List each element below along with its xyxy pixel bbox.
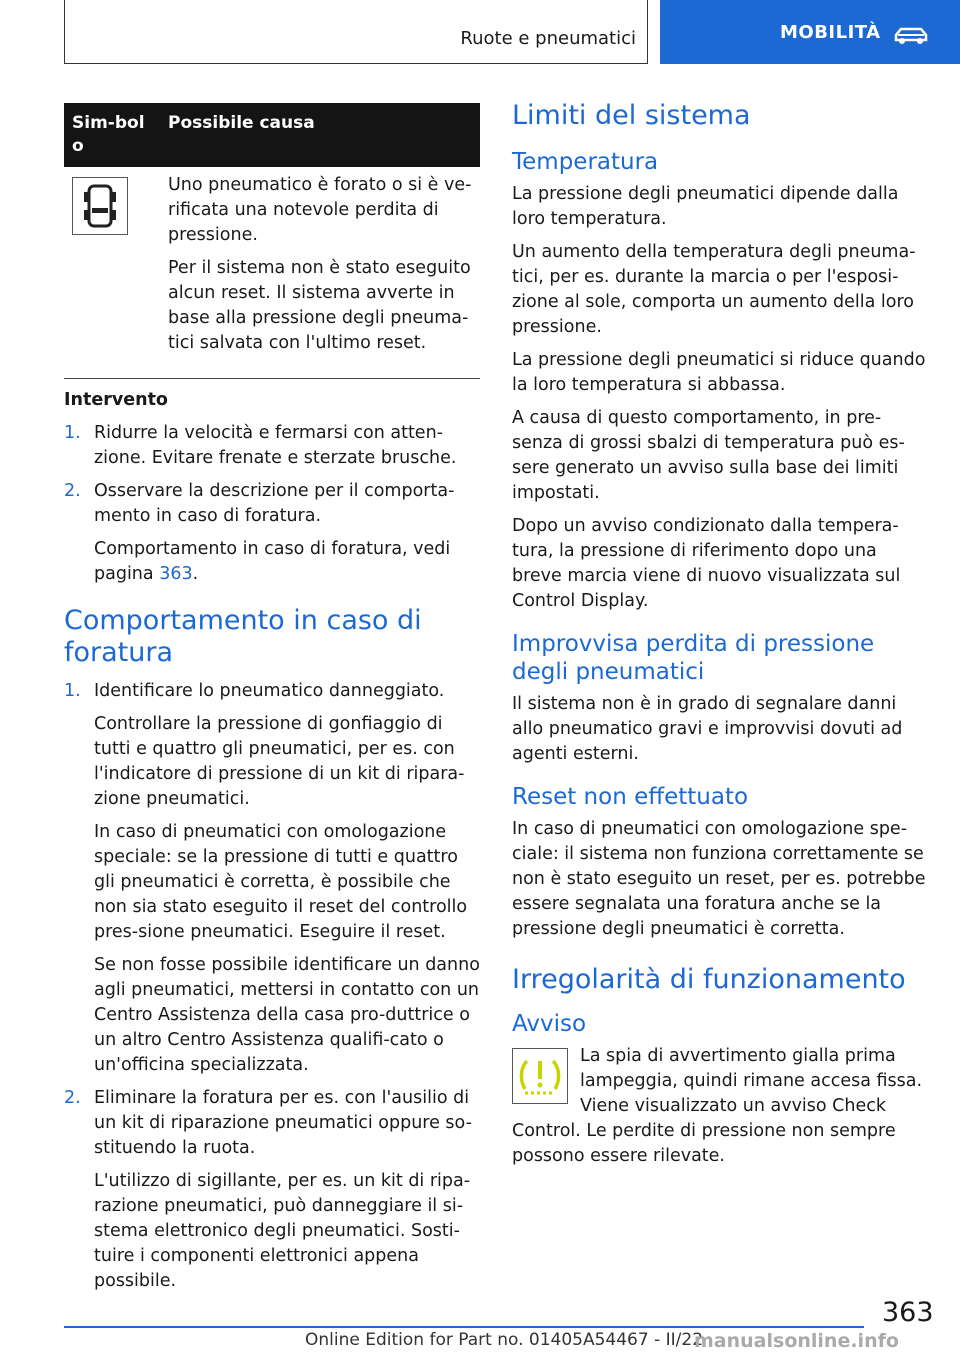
edition-text: Online Edition for Part no. 01405A54467 - II/22	[305, 1330, 704, 1350]
list-item: 1. Identificare lo pneumatico danneggiato. Controllare la pressione di gonfiaggio di tutti e quattro gli pneumatici, per es. con l'indicatore di pressione di un kit di ripara-zione pneumatici. In caso di pneumatici con omologazione speciale: se la pressione di tutti e quattro gli pneumatici è corretta, è possibile che non sia stato eseguito il reset del controllo pres-sione pneumatici. Eseguire il reset. Se non fosse possibile identificare un danno agli pneumatici, mettersi in contatto con un Centro Assistenza della casa pro-duttrice o un altro Centro Assistenza qualifi-cato o un'officina specializzata.	[64, 681, 480, 1075]
list-item: 1. Ridurre la velocità e fermarsi con atten-zione. Evitare frenate e sterzate brusche.	[64, 423, 457, 468]
section-title: Ruote e pneumatici	[460, 28, 636, 49]
page-number: 363	[882, 1297, 934, 1328]
irregolarita-title: Irregolarità di funzionamento	[512, 964, 906, 995]
table-header-symbol: Sim-bolo	[64, 103, 160, 167]
perdita-title: Improvvisa perdita di pressione degli pneumatici	[512, 631, 875, 685]
table-header-cause: Possibile causa	[160, 103, 480, 167]
foratura-list	[64, 679, 480, 1294]
chapter-label: MOBILITÀ	[780, 21, 881, 43]
limiti-title: Limiti del sistema	[512, 100, 751, 131]
table-row	[64, 167, 480, 379]
symbol-table	[64, 103, 480, 379]
intervento-list	[64, 421, 480, 587]
limiti-section: Limiti del sistema Temperatura La pressione degli pneumatici dipende dalla loro temperatura. Un aumento della temperatura degli pneuma-tici, per es. durante la marcia o per l'esposi-zione al sole, comporta un aumento della loro pressione. La pressione degli pneumatici si riduce quando la loro temperatura si abbassa. A causa di questo comportamento, in pre-senza di grossi sbalzi di temperatura può es-sere generato un avviso sulla base dei limiti impostati. Dopo un avviso condizionato dalla tempera-tura, la pressione di riferimento dopo una breve marcia viene di nuovo visualizzata sul Control Display. Improvvisa perdita di pressione degli pneumatici Il sistema non è in grado di segnalare danni allo pneumatico gravi e improvvisi dovuti ad agenti esterni. Reset non effettuato In caso di pneumatici con omologazione spe-ciale: il sistema non funziona correttamente se non è stato eseguito un reset, per es. potrebbe essere segnalata una foratura anche se la pressione degli pneumatici è corretta. Irregolarità di funzionamento Avviso La spia di avvertimento gialla prima lampeggia, quindi rimane accesa fissa. Viene visualizzato un avviso Check Control. Le perdite di pressione non sempre possono essere rilevate.	[512, 100, 928, 1169]
tire-pressure-warning-icon	[512, 1048, 568, 1104]
cause-text-2: Per il sistema non è stato eseguito alcun reset. Il sistema avverte in base alla pressione degli pneuma-tici salvata con l'ultimo reset.	[168, 258, 471, 353]
foratura-title: Comportamento in caso di foratura	[64, 605, 422, 668]
reset-title: Reset non effettuato	[512, 784, 749, 810]
avviso-text: La spia di avvertimento gialla prima lampeggia, quindi rimane accesa fissa. Viene visualizzato un avviso Check Control. Le perdite di pressione non sempre possono essere rilevate.	[512, 1046, 923, 1166]
intervento-title: Intervento	[64, 390, 168, 410]
temperatura-title: Temperatura	[512, 149, 659, 175]
list-item: 2. Eliminare la foratura per es. con l'ausilio di un kit di riparazione pneumatici oppure so-stituendo la ruota. L'utilizzo di sigillante, per es. un kit di ripa-razione pneumatici, può danneggiare il si-stema elettronico degli pneumatici. Sosti-tuire i componenti elettronici appena possibile.	[64, 1088, 472, 1291]
cause-text-1: Uno pneumatico è forato o si è ve-rificata una notevole perdita di pressione.	[168, 175, 472, 245]
tire-pressure-car-icon	[72, 177, 128, 235]
car-icon	[892, 26, 930, 46]
watermark: manualsonline.info	[694, 1330, 899, 1352]
chapter-tab[interactable]	[660, 0, 960, 64]
avviso-title: Avviso	[512, 1011, 587, 1037]
footer-divider	[64, 1326, 864, 1328]
intervento-section	[64, 388, 480, 1302]
avviso-block	[512, 1044, 928, 1169]
list-item: 2. Osservare la descrizione per il comporta-mento in caso di foratura. Comportamento in caso di foratura, vedi pagina 363.	[64, 481, 455, 584]
page-link[interactable]: 363	[159, 564, 193, 584]
